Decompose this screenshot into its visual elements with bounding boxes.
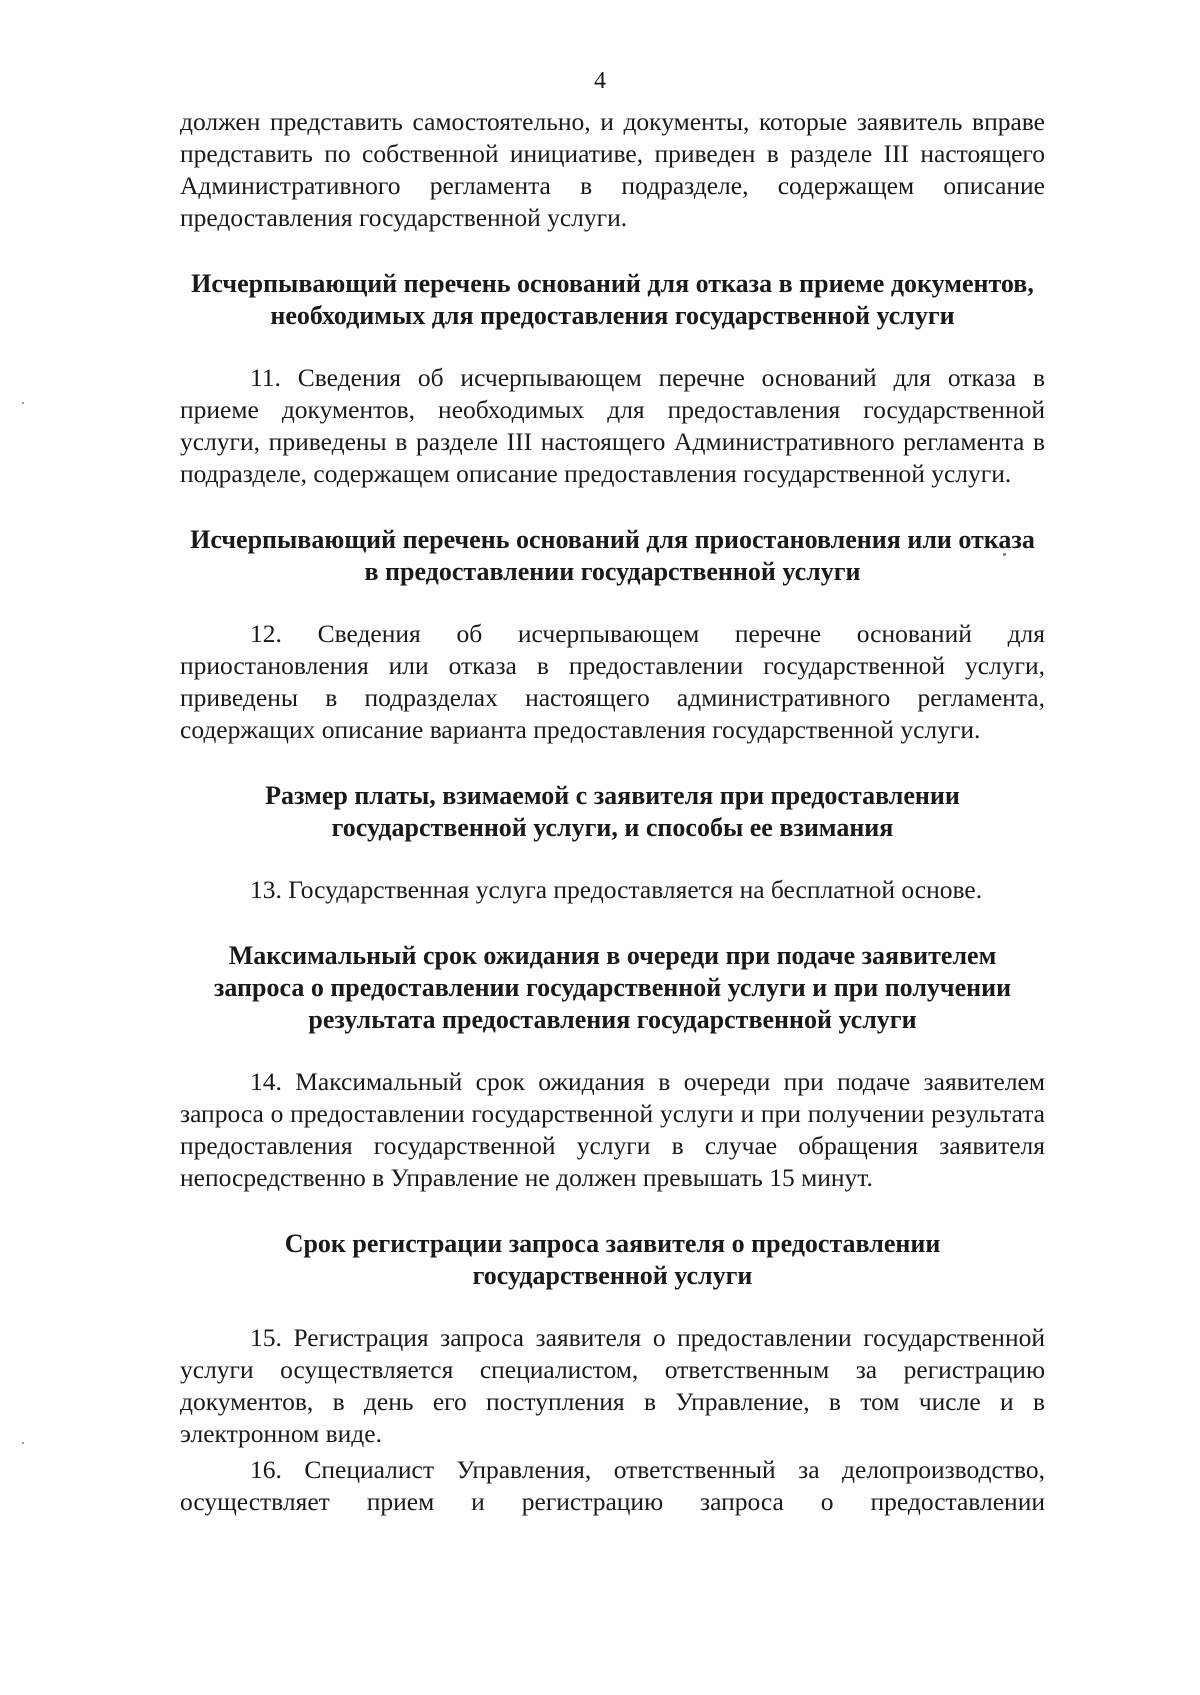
section-14-paragraph: 14. Максимальный срок ожидания в очереди при подаче заявителем запроса о предоставлении государственной услуги и при получении результата предоставления государственной услуги в случае обращения заявителя непосредственно в Управление не должен превышать 15 минут.: [180, 1067, 1045, 1192]
section-13-heading: Размер платы, взимаемой с заявителя при предоставлении государственной услуги, и способы ее взимания: [265, 781, 960, 842]
section-12-paragraph: 12. Сведения об исчерпывающем перечне оснований для приостановления или отказа в предоставлении государственной услуги, приведены в подразделах настоящего административного регламента, содержащих описание варианта предоставления государственной услуги.: [180, 619, 1045, 744]
section-13-paragraph: 13. Государственная услуга предоставляется на бесплатной основе.: [250, 875, 983, 904]
margin-mark: [22, 402, 24, 404]
section-11-paragraph: 11. Сведения об исчерпывающем перечне оснований для отказа в приеме документов, необходимых для предоставления государственной услуги, приведены в разделе III настоящего Административного регламента в подразделе, содержащем описание предоставления государственной услуги.: [180, 363, 1045, 488]
section-16-paragraph: 16. Специалист Управления, ответственный за делопроизводство, осуществляет прием и регистрацию запроса о предоставлении: [180, 1455, 1045, 1516]
page-number: 4: [594, 68, 606, 94]
margin-mark: [22, 1442, 24, 1444]
section-12-heading: Исчерпывающий перечень оснований для приостановления или отказа в предоставлении государственной услуги: [190, 525, 1035, 586]
section-15-heading: Срок регистрации запроса заявителя о предоставлении государственной услуги: [284, 1229, 941, 1290]
document-body: [180, 106, 1045, 1518]
intro-paragraph: должен представить самостоятельно, и документы, которые заявитель вправе представить по собственной инициативе, приведен в разделе III настоящего Административного регламента в подразделе, содержащем описание предоставления государственной услуги.: [180, 107, 1045, 232]
section-15-paragraph: 15. Регистрация запроса заявителя о предоставлении государственной услуги осуществляется специалистом, ответственным за регистрацию документов, в день его поступления в Управление, в том числе и в электронном виде.: [180, 1323, 1045, 1448]
section-14-heading: Максимальный срок ожидания в очереди при подаче заявителем запроса о предоставлении государственной услуги и при получении результата предоставления государственной услуги: [213, 941, 1012, 1034]
section-11-heading: Исчерпывающий перечень оснований для отказа в приеме документов, необходимых для предоставления государственной услуги: [191, 269, 1034, 330]
